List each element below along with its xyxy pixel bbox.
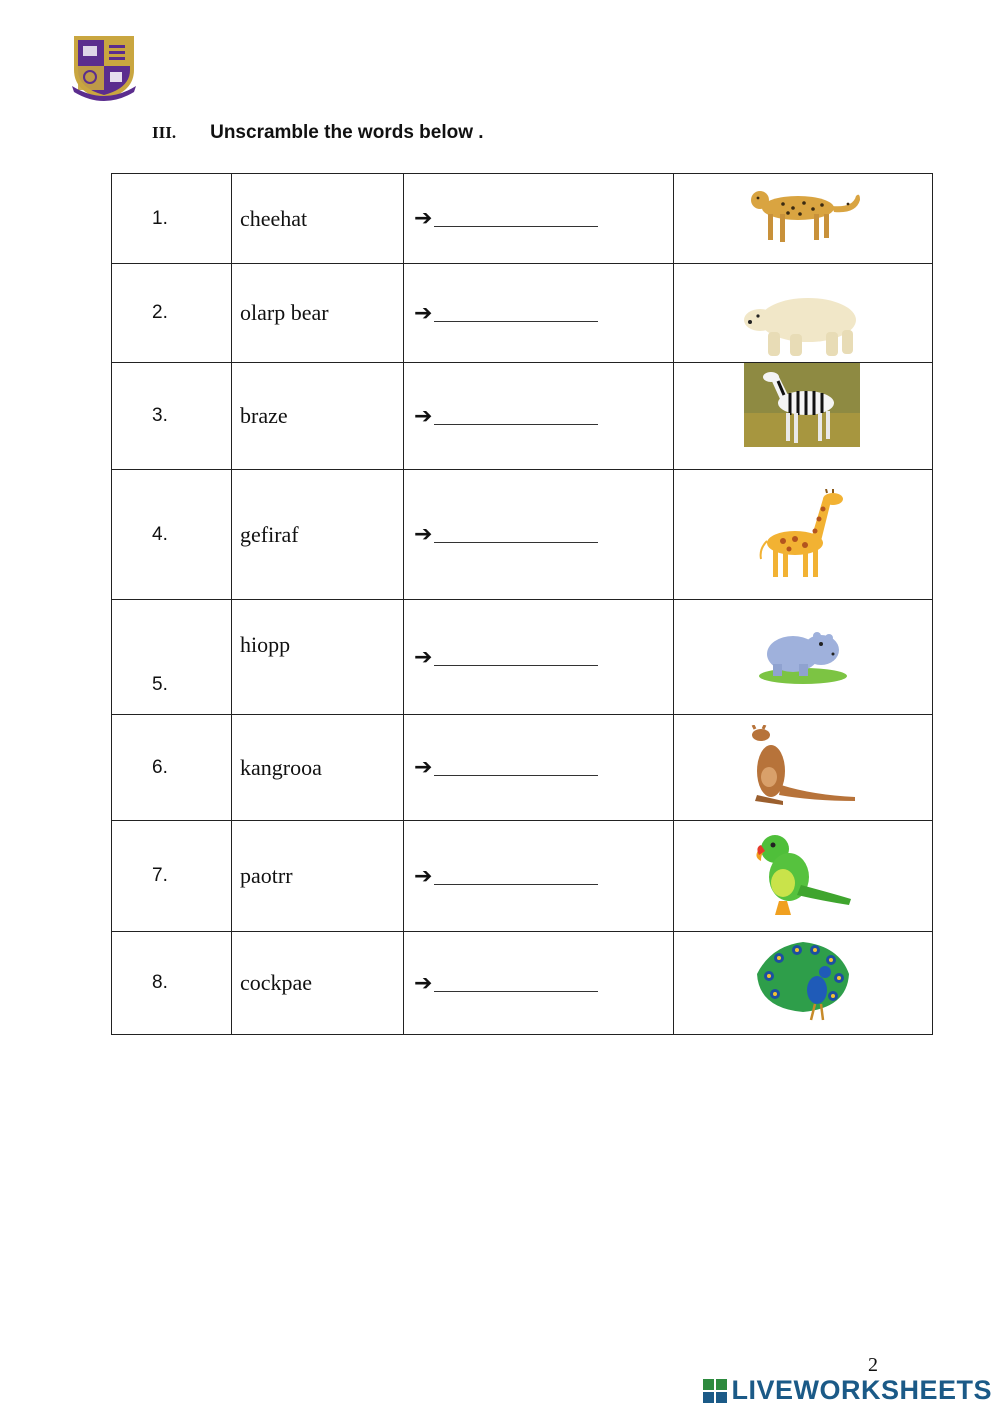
arrow-right-icon: ➔ — [414, 863, 433, 889]
arrow-right-icon: ➔ — [414, 522, 433, 547]
parrot-icon — [751, 831, 855, 921]
animal-picture-cell — [674, 174, 933, 264]
answer-input[interactable] — [434, 526, 598, 543]
table-row — [112, 932, 933, 1035]
unscramble-table — [111, 173, 933, 1035]
answer-cell — [404, 715, 674, 821]
scrambled-word: cheehat — [232, 174, 404, 264]
row-number: 1. — [112, 174, 232, 264]
answer-cell — [404, 470, 674, 600]
polar-bear-icon — [738, 288, 868, 360]
scrambled-word: kangrooa — [232, 715, 404, 821]
arrow-right-icon: ➔ — [414, 403, 433, 429]
table-row — [112, 174, 933, 264]
section-numeral: III. — [152, 123, 177, 142]
liveworksheets-brand[interactable] — [703, 1375, 992, 1406]
answer-input[interactable] — [434, 408, 598, 425]
answer-input[interactable] — [434, 868, 598, 885]
animal-picture-cell — [674, 932, 933, 1035]
scrambled-word: paotrr — [232, 821, 404, 932]
scrambled-word: cockpae — [232, 932, 404, 1035]
school-crest-icon — [68, 30, 140, 102]
page-number: 2 — [868, 1354, 878, 1376]
table-row — [112, 821, 933, 932]
animal-picture-cell — [674, 470, 933, 600]
table-row — [112, 470, 933, 600]
answer-cell — [404, 932, 674, 1035]
animal-picture-cell — [674, 264, 933, 363]
row-number: 4. — [112, 470, 232, 600]
table-row — [112, 600, 933, 715]
row-number: 5. — [112, 600, 232, 715]
answer-input[interactable] — [434, 649, 598, 666]
answer-input[interactable] — [434, 305, 598, 322]
animal-picture-cell — [674, 600, 933, 715]
answer-input[interactable] — [434, 210, 598, 227]
row-number: 6. — [112, 715, 232, 821]
animal-picture-cell — [674, 363, 933, 470]
section-heading — [152, 122, 484, 144]
cheetah-icon — [738, 178, 868, 248]
table-row — [112, 363, 933, 470]
answer-input[interactable] — [434, 975, 598, 992]
row-number: 8. — [112, 932, 232, 1035]
section-title: Unscramble the words below . — [210, 122, 484, 143]
animal-picture-cell — [674, 821, 933, 932]
kangaroo-icon — [743, 725, 863, 807]
answer-cell — [404, 363, 674, 470]
scrambled-word: hiopp — [232, 600, 404, 715]
answer-input[interactable] — [434, 759, 598, 776]
arrow-right-icon: ➔ — [414, 206, 433, 231]
table-row — [112, 264, 933, 363]
peacock-icon — [755, 938, 851, 1022]
table-row — [112, 715, 933, 821]
giraffe-icon — [753, 489, 853, 581]
liveworksheets-logo-icon — [703, 1379, 727, 1403]
arrow-right-icon: ➔ — [414, 644, 433, 670]
scrambled-word: gefiraf — [232, 470, 404, 600]
arrow-right-icon: ➔ — [414, 970, 433, 996]
arrow-right-icon: ➔ — [414, 755, 433, 780]
scrambled-word: olarp bear — [232, 264, 404, 363]
answer-cell — [404, 600, 674, 715]
hippo-icon — [755, 616, 851, 686]
answer-cell — [404, 821, 674, 932]
answer-cell — [404, 264, 674, 363]
brand-name: LIVEWORKSHEETS — [731, 1375, 992, 1405]
answer-cell — [404, 174, 674, 264]
scrambled-word: braze — [232, 363, 404, 470]
animal-picture-cell — [674, 715, 933, 821]
row-number: 3. — [112, 363, 232, 470]
row-number: 7. — [112, 821, 232, 932]
arrow-right-icon: ➔ — [414, 300, 433, 326]
row-number: 2. — [112, 264, 232, 363]
zebra-icon — [744, 363, 860, 447]
